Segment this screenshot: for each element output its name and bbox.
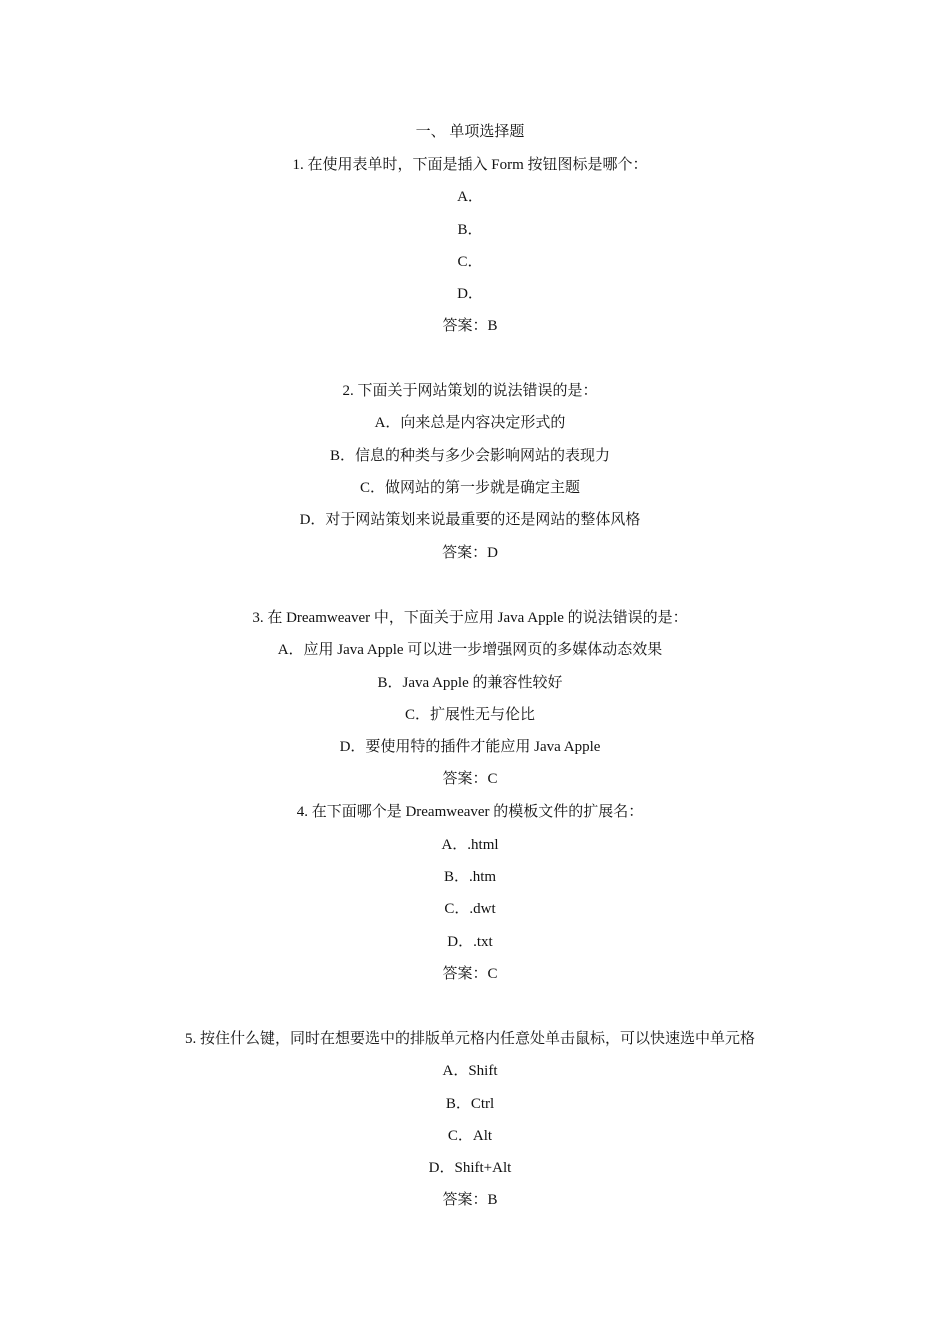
- question-5-option-d: D．Shift+Alt: [428, 1160, 512, 1176]
- question-3-answer: 答案：C: [442, 771, 498, 787]
- question-4-option-c: C．.dwt: [444, 901, 496, 917]
- question-4-option-b: B．.htm: [443, 869, 497, 885]
- question-1-option-b: B．: [457, 222, 483, 238]
- question-1-option-c: C．: [457, 254, 483, 270]
- question-2-stem: 2. 下面关于网站策划的说法错误的是：: [342, 383, 598, 399]
- question-3-option-d: D．要使用特的插件才能应用 Java Apple: [339, 739, 601, 755]
- question-1-option-a: A．: [457, 189, 483, 205]
- question-2-option-c: C．做网站的第一步就是确定主题: [359, 480, 580, 496]
- question-4-stem: 4. 在下面哪个是 Dreamweaver 的模板文件的扩展名：: [296, 804, 644, 820]
- question-2-option-d: D．对于网站策划来说最重要的还是网站的整体风格: [299, 512, 641, 528]
- question-3-option-a: A．应用 Java Apple 可以进一步增强网页的多媒体动态效果: [277, 642, 663, 658]
- question-3-stem: 3. 在 Dreamweaver 中，下面关于应用 Java Apple 的说法错误的是：: [252, 610, 688, 626]
- question-3-option-b: B．Java Apple 的兼容性较好: [377, 675, 563, 691]
- question-1-answer: 答案：B: [442, 318, 498, 334]
- question-2-option-b: B．信息的种类与多少会影响网站的表现力: [329, 448, 610, 464]
- section-title: 一、 单项选择题: [415, 124, 525, 140]
- question-1-option-d: D．: [457, 286, 483, 302]
- question-4-option-d: D．.txt: [447, 934, 493, 950]
- question-2-option-a: A．向来总是内容决定形式的: [374, 415, 566, 431]
- question-5-option-b: B．Ctrl: [445, 1096, 495, 1112]
- question-5-option-a: A．Shift: [442, 1063, 498, 1079]
- question-4-answer: 答案：C: [442, 966, 498, 982]
- question-3-option-c: C．扩展性无与伦比: [404, 707, 535, 723]
- question-2-answer: 答案：D: [442, 545, 498, 561]
- question-4-option-a: A．.html: [441, 837, 499, 853]
- question-5-answer: 答案：B: [442, 1192, 498, 1208]
- question-5-stem: 5. 按住什么键，同时在想要选中的排版单元格内任意处单击鼠标，可以快速选中单元格: [184, 1031, 755, 1047]
- question-5-option-c: C．Alt: [447, 1128, 493, 1144]
- question-1-stem: 1. 在使用表单时，下面是插入 Form 按钮图标是哪个：: [292, 157, 648, 173]
